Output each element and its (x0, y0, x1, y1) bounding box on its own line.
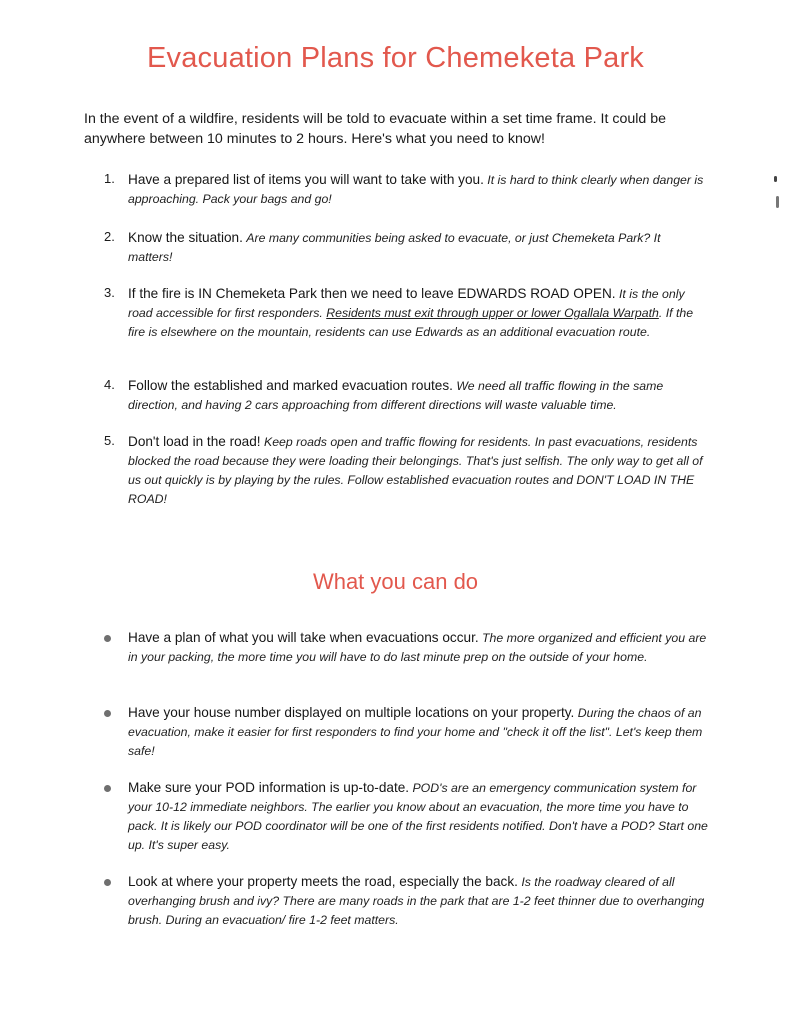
step-number: 3. (104, 285, 115, 300)
tip-text (128, 628, 708, 667)
step-text (128, 432, 708, 509)
step-lead: Follow the established and marked evacuation routes. (128, 378, 453, 393)
scan-speck (774, 176, 777, 182)
tip-lead: Look at where your property meets the road, especially the back. (128, 874, 518, 889)
step-lead: Have a prepared list of items you will want to take with you. (128, 172, 484, 187)
tip-lead: Have a plan of what you will take when evacuations occur. (128, 630, 479, 645)
tip-note: The more organized and efficient you are in your packing, the more time you will have to do last minute prep on the outside of your home. (128, 631, 707, 664)
step-note: Keep roads open and traffic flowing for residents. In past evacuations, residents blocked the road because they were loading their belongings. That's just selfish. The only way to get all of us out quickly is by playing by the rules. Follow established evacuation routes and DON'T LOAD IN THE ROAD! (128, 435, 703, 506)
step-note: We need all traffic flowing in the same direction, and having 2 cars approaching from different directions will waste valuable time. (128, 379, 664, 412)
step-lead: Don't load in the road! (128, 434, 261, 449)
tip-lead: Have your house number displayed on multiple locations on your property. (128, 705, 575, 720)
tip-lead: Make sure your POD information is up-to-date. (128, 780, 410, 795)
step-number: 1. (104, 171, 115, 186)
bullet-icon (104, 710, 111, 717)
tip-text (128, 778, 708, 855)
bullet-icon (104, 635, 111, 642)
section-heading: What you can do (312, 569, 479, 594)
page-title: Evacuation Plans for Chemeketa Park (146, 42, 645, 74)
step-note: Are many communities being asked to evacuate, or just Chemeketa Park? It matters! (128, 231, 661, 264)
step-note-underlined: Residents must exit through upper or lower Ogallala Warpath (326, 306, 659, 320)
step-number: 2. (104, 229, 115, 244)
step-note: It is hard to think clearly when danger is approaching. Pack your bags and go! (128, 173, 704, 206)
bullet-icon (104, 879, 111, 886)
step-text (128, 228, 708, 267)
step-number: 5. (104, 433, 115, 448)
step-lead: If the fire is IN Chemeketa Park then we need to leave EDWARDS ROAD OPEN. (128, 286, 616, 301)
tip-note: Is the roadway cleared of all overhanging brush and ivy? There are many roads in the park that are 1-2 feet thinner due to overhanging brush. During an evacuation/ fire 1-2 feet matters. (128, 875, 705, 927)
tip-note: During the chaos of an evacuation, make it easier for first responders to find your home and "check it off the list". Let's keep them safe! (128, 706, 703, 758)
scan-speck (776, 196, 779, 208)
step-text (128, 376, 708, 415)
tip-text (128, 872, 708, 930)
tip-text (128, 703, 708, 761)
step-note-continued: . If the fire is elsewhere on the mountain, residents can use Edwards as an additional evacuation route. (128, 306, 694, 339)
intro-paragraph: In the event of a wildfire, residents will be told to evacuate within a set time frame. It could be anywhere between 10 minutes to 2 hours. Here's what you need to know! (84, 111, 666, 147)
step-text (128, 284, 708, 342)
step-lead: Know the situation. (128, 230, 243, 245)
bullet-icon (104, 785, 111, 792)
step-text (128, 170, 708, 209)
step-note: It is the only road accessible for first responders. (128, 287, 685, 320)
step-number: 4. (104, 377, 115, 392)
tip-note: POD's are an emergency communication system for your 10-12 immediate neighbors. The earlier you know about an evacuation, the more time you have to pack. It is likely our POD coordinator will be one of the first residents notified. Don't have a POD? Start one up. It's super easy. (128, 781, 708, 852)
